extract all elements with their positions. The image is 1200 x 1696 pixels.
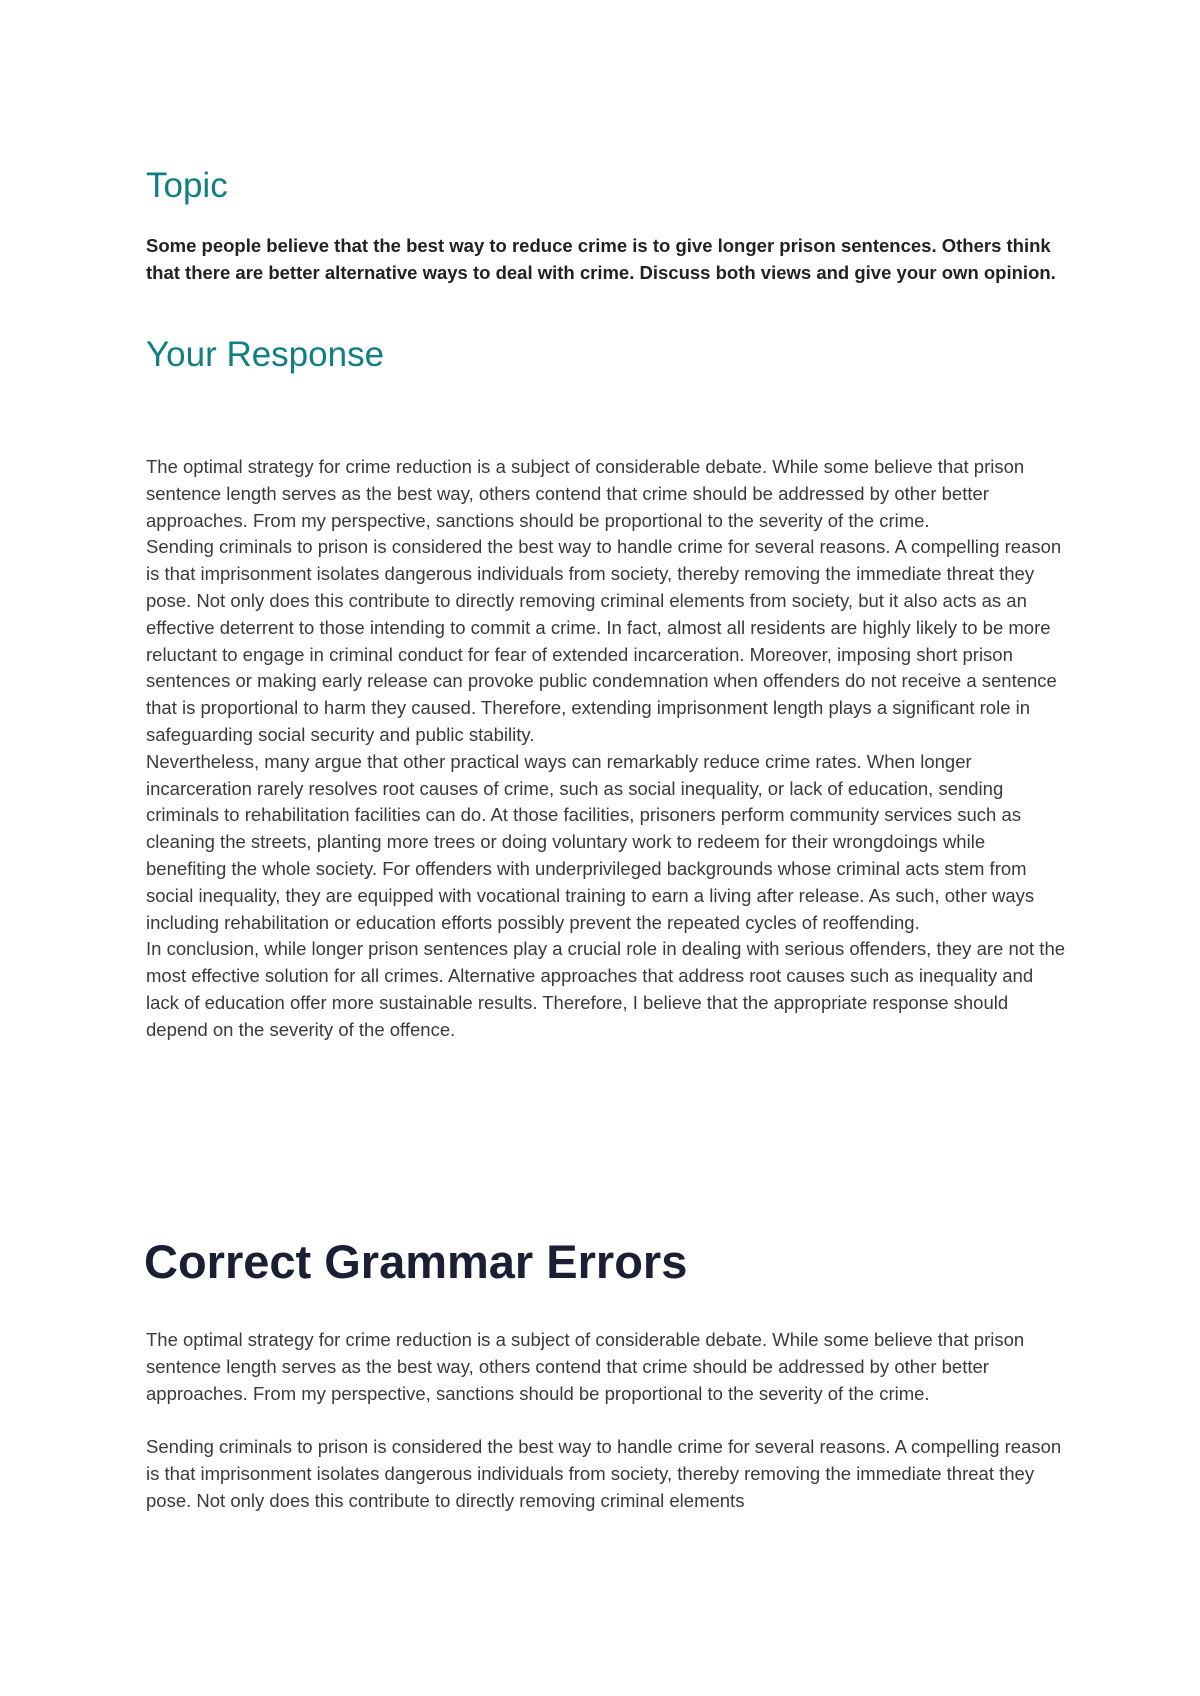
response-paragraph: Sending criminals to prison is considered the best way to handle crime for several reasons. A compelling reason is that imprisonment isolates dangerous individuals from society, thereby removing the immediate threat they pose. Not only does this contribute to directly removing criminal elements from society, but it also acts as an effective deterrent to those intending to commit a crime. In fact, almost all residents are highly likely to be more reluctant to engage in criminal conduct for fear of extended incarceration. Moreover, imposing short prison sentences or making early release can provoke public condemnation when offenders do not receive a sentence that is proportional to harm they caused. Therefore, extending imprisonment length plays a significant role in safeguarding social security and public stability.: [146, 536, 1062, 745]
topic-heading: Topic: [146, 166, 228, 205]
response-paragraph: The optimal strategy for crime reduction is a subject of considerable debate. While some believe that prison sentence length serves as the best way, others contend that crime should be addressed by other better approaches. From my perspective, sanctions should be proportional to the severity of the crime.: [146, 456, 1025, 531]
topic-prompt: Some people believe that the best way to reduce crime is to give longer prison sentences. Others think that there are better alternative ways to deal with crime. Discuss both views and give your own opinion.: [146, 235, 1056, 283]
grammar-body: [146, 1327, 1066, 1541]
grammar-heading: Correct Grammar Errors: [144, 1235, 688, 1288]
response-paragraph: Nevertheless, many argue that other practical ways can remarkably reduce crime rates. When longer incarceration rarely resolves root causes of crime, such as social inequality, or lack of education, sending criminals to rehabilitation facilities can do. At those facilities, prisoners perform community services such as cleaning the streets, planting more trees or doing voluntary work to redeem for their wrongdoings while benefiting the whole society. For offenders with underprivileged backgrounds whose criminal acts stem from social inequality, they are equipped with vocational training to earn a living after release. As such, other ways including rehabilitation or education efforts possibly prevent the repeated cycles of reoffending.: [146, 750, 1035, 933]
response-heading: Your Response: [146, 335, 385, 374]
response-body: [146, 454, 1066, 1044]
grammar-paragraph: Sending criminals to prison is considered the best way to handle crime for several reasons. A compelling reason is that imprisonment isolates dangerous individuals from society, thereby removing the immediate threat they pose. Not only does this contribute to directly removing criminal elements: [146, 1436, 1062, 1511]
grammar-paragraph: The optimal strategy for crime reduction is a subject of considerable debate. While some believe that prison sentence length serves as the best way, others contend that crime should be addressed by other better approaches. From my perspective, sanctions should be proportional to the severity of the crime.: [146, 1329, 1025, 1404]
response-paragraph: In conclusion, while longer prison sentences play a crucial role in dealing with serious offenders, they are not the most effective solution for all crimes. Alternative approaches that address root causes such as inequality and lack of education offer more sustainable results. Therefore, I believe that the appropriate response should depend on the severity of the offence.: [146, 938, 1066, 1040]
